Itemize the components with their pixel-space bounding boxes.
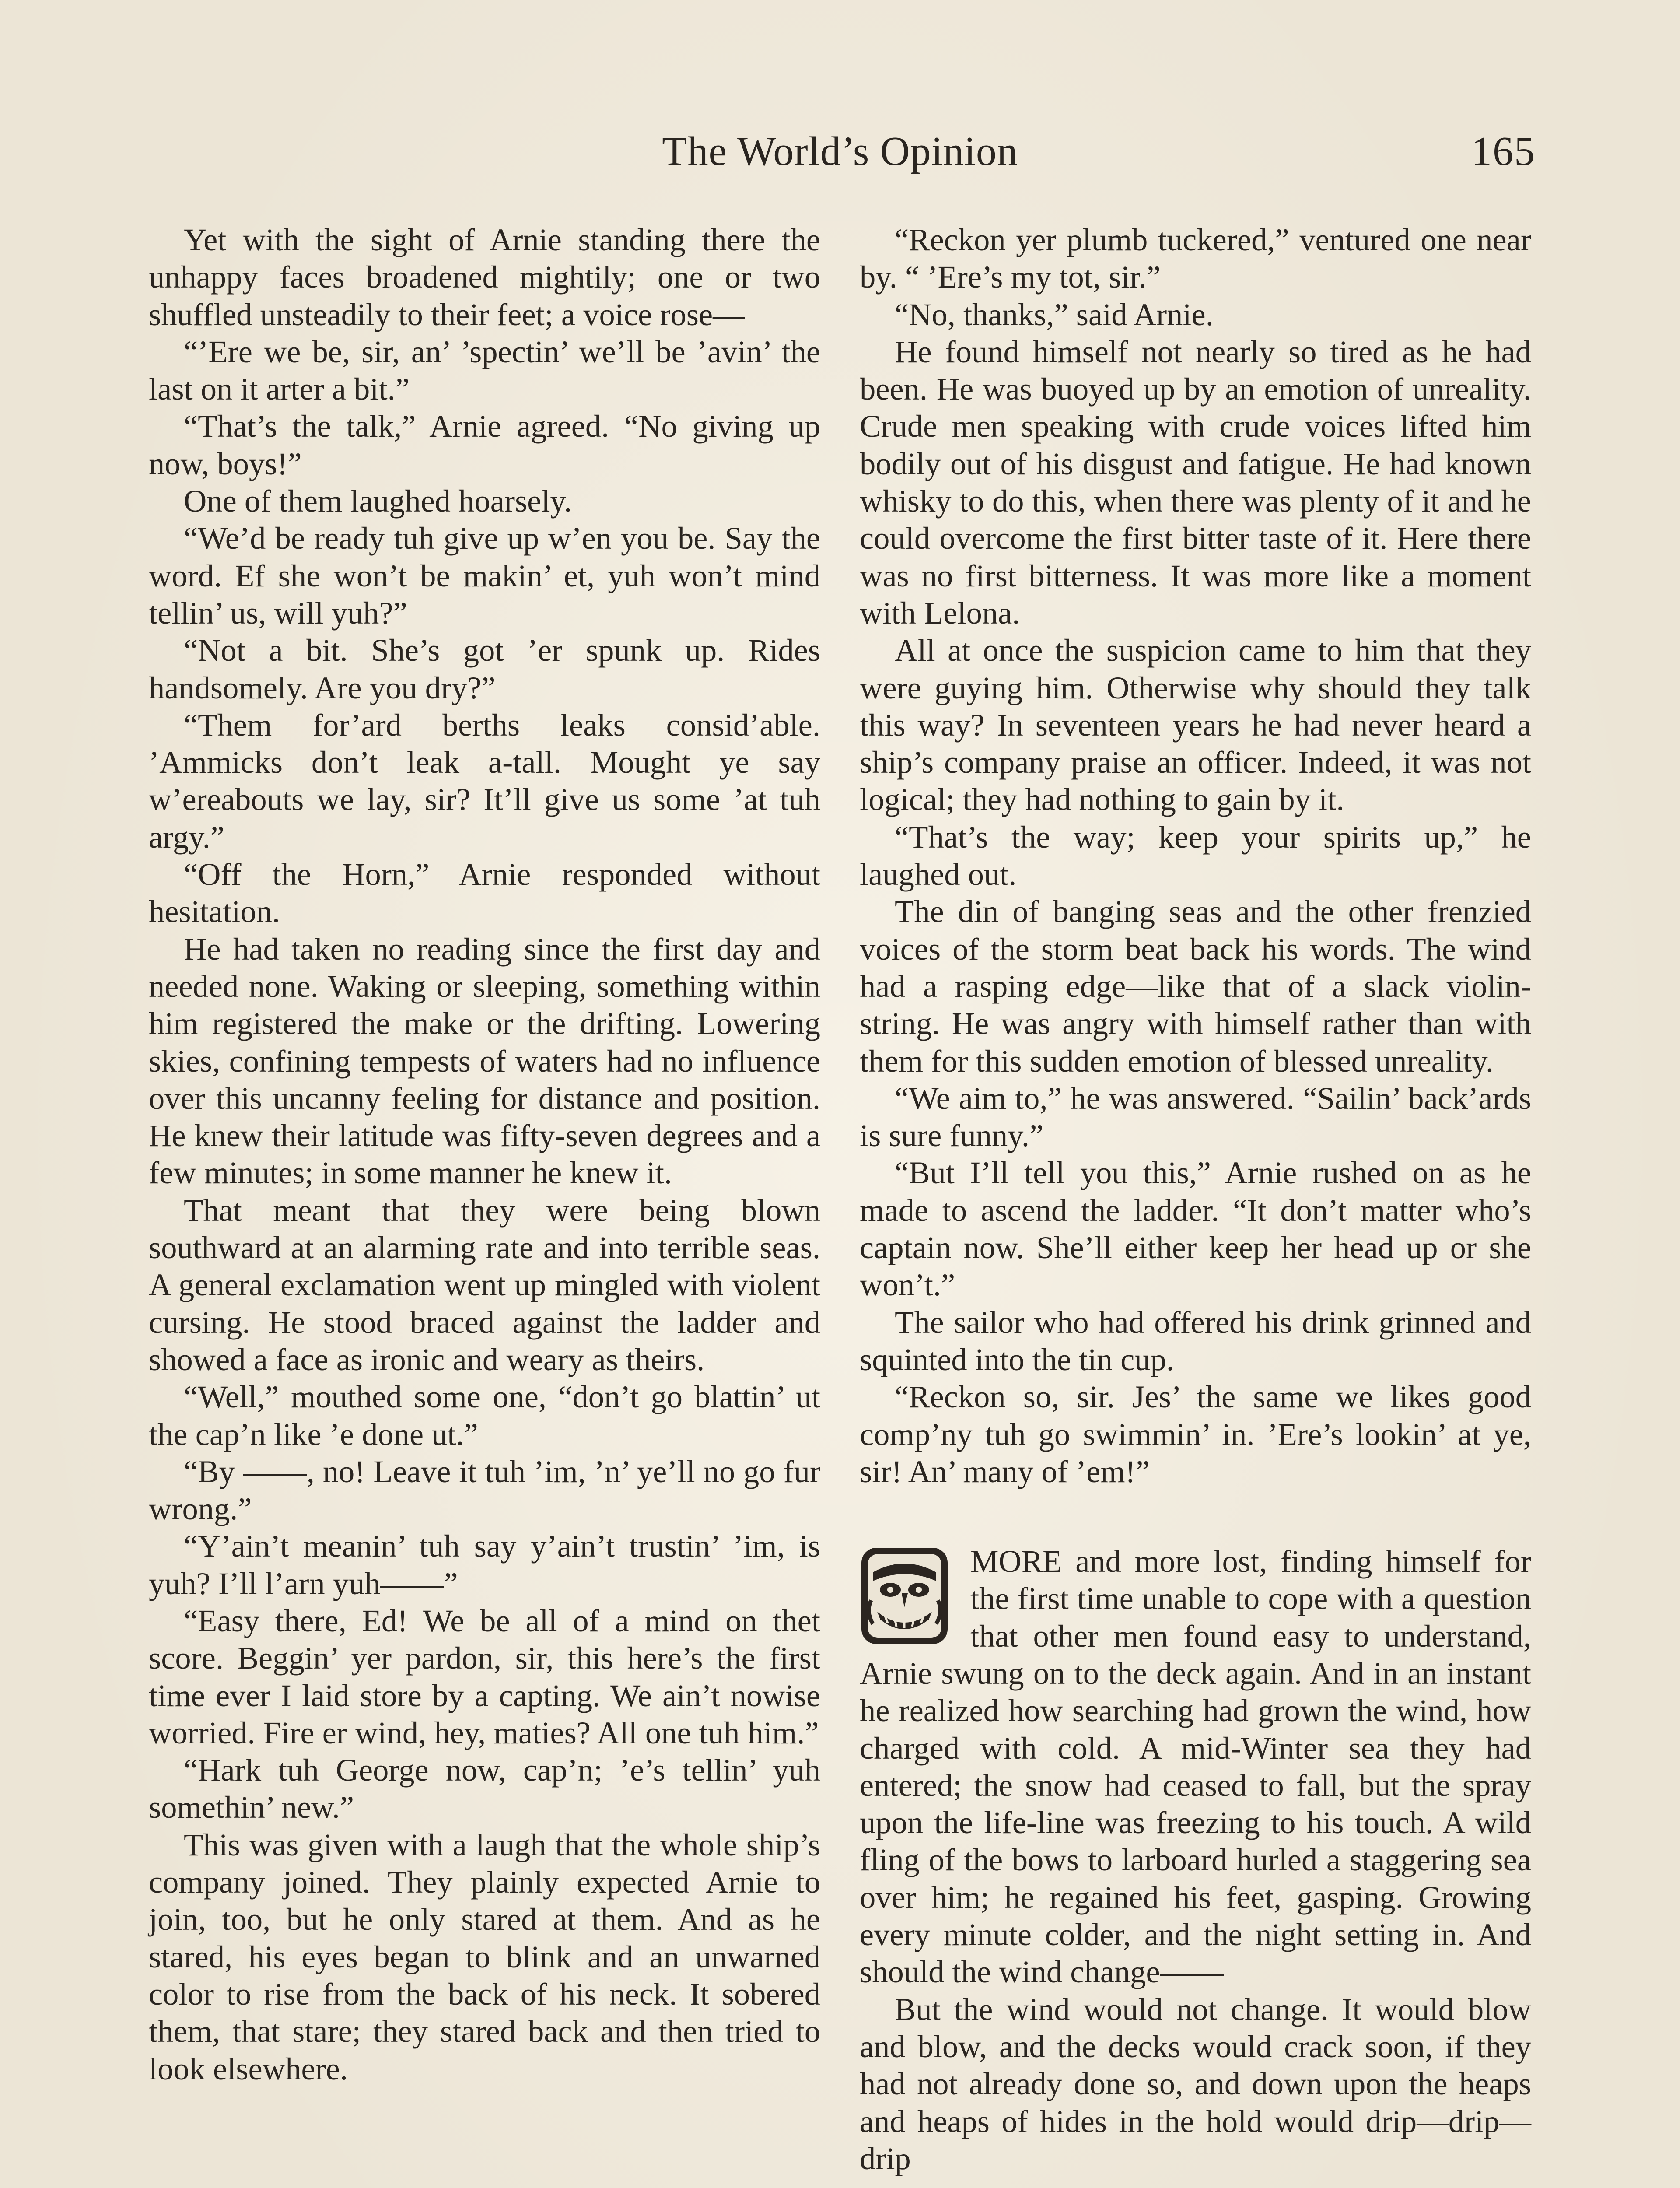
right-column [860, 221, 1531, 2177]
paragraph: “We’d be ready tuh give up w’en you be. Say the word. Ef she won’t be makin’ et, yuh won’t mind tellin’ us, will yuh?” [149, 520, 820, 631]
page-number: 165 [1471, 129, 1536, 174]
section-break [860, 1543, 1531, 1991]
paragraph: “’Ere we be, sir, an’ ’spectin’ we’ll be ’avin’ the last on it arter a bit.” [149, 333, 820, 407]
paragraph: Yet with the sight of Arnie standing there the unhappy faces broadened mightily; one or two shuffled unsteadily to their feet; a voice rose— [149, 222, 820, 332]
paragraph: “Reckon so, sir. Jes’ the same we likes good comp’ny tuh go swimmin’ in. ’Ere’s lookin’ at ye, sir! An’ many of ’em!” [860, 1379, 1531, 1489]
paragraph: “Easy there, Ed! We be all of a mind on thet score. Beggin’ yer pardon, sir, this here’s the first time ever I laid store by a capting. We ain’t nowise worried. Fire er wind, hey, maties? All one tuh him.” [149, 1602, 820, 1750]
paragraph: “But I’ll tell you this,” Arnie rushed on as he made to ascend the ladder. “It don’t matter who’s captain now. She’ll either keep her head up or she won’t.” [860, 1155, 1531, 1303]
paragraph: All at once the suspicion came to him that they were guying him. Otherwise why should they talk this way? In seventeen years he had never heard a ship’s company praise an officer. Indeed, it was not logical; they had nothing to gain by it. [860, 632, 1531, 817]
paragraph: “That’s the way; keep your spirits up,” he laughed out. [860, 819, 1531, 892]
paragraph: “Them for’ard berths leaks consid’able. ’Ammicks don’t leak a-tall. Mought ye say w’ereabouts we lay, sir? It’ll give us some ’at tuh argy.” [149, 707, 820, 855]
paragraph: One of them laughed hoarsely. [184, 483, 572, 519]
paragraph: “No, thanks,” said Arnie. [895, 296, 1214, 332]
paragraph: “Well,” mouthed some one, “don’t go blattin’ ut the cap’n like ’e done ut.” [149, 1379, 820, 1452]
left-column [149, 221, 820, 2087]
paragraph: “Not a bit. She’s got ’er spunk up. Rides handsomely. Are you dry?” [149, 632, 820, 705]
paragraph: “Reckon yer plumb tuckered,” ventured one near by. “ ’Ere’s my tot, sir.” [860, 222, 1531, 295]
paragraph: This was given with a laugh that the whole ship’s company joined. They plainly expected Arnie to join, too, but he only stared at them. And as he stared, his eyes began to blink and an unwarned color to rise from the back of his neck. It sobered them, that stare; they stared back and then tried to look elsewhere. [149, 1827, 820, 2086]
paragraph: “By ——, no! Leave it tuh ’im, ’n’ ye’ll no go fur wrong.” [149, 1453, 820, 1527]
paragraph: The sailor who had offered his drink grinned and squinted into the tin cup. [860, 1304, 1531, 1377]
running-title: The World’s Opinion [662, 129, 1018, 174]
paragraph: “We aim to,” he was answered. “Sailin’ back’ards is sure funny.” [860, 1080, 1531, 1154]
totem-face-icon [860, 1546, 949, 1646]
paragraph: “Y’ain’t meanin’ tuh say y’ain’t trustin’ ’im, is yuh? I’ll l’arn yuh——” [149, 1528, 820, 1601]
paragraph: “Off the Horn,” Arnie responded without hesitation. [149, 856, 820, 929]
paragraph: The din of banging seas and the other frenzied voices of the storm beat back his words. The wind had a rasping edge—like that of a slack violin-string. He was angry with himself rather than with them for this sudden emotion of blessed unreality. [860, 894, 1531, 1079]
paragraph: “Hark tuh George now, cap’n; ’e’s tellin’ yuh somethin’ new.” [149, 1752, 820, 1825]
section-opening-paragraph: MORE and more lost, finding himself for the first time unable to cope with a question that other men found easy to understand, Arnie swung on to the deck again. And in an instant he realized how searching had grown the wind, how charged with cold. A mid-Winter sea they had entered; the snow had ceased to fall, but the spray upon the life-line was freezing to his touch. A wild fling of the bows to larboard hurled a staggering sea over him; he regained his feet, gasping. Growing every minute colder, and the night setting in. And should the wind change—— [860, 1543, 1531, 1990]
paragraph: “That’s the talk,” Arnie agreed. “No giving up now, boys!” [149, 408, 820, 481]
paragraph: But the wind would not change. It would blow and blow, and the decks would crack soon, if they had not already done so, and down upon the heaps and heaps of hides in the hold would drip—drip—drip [860, 1991, 1531, 2176]
paragraph: He had taken no reading since the first day and needed none. Waking or sleeping, something within him registered the make or the drifting. Lowering skies, confining tempests of waters had no influence over this uncanny feeling for distance and position. He knew their latitude was fifty-seven degrees and a few minutes; in some manner he knew it. [149, 931, 820, 1191]
paragraph: He found himself not nearly so tired as he had been. He was buoyed up by an emotion of unreality. Crude men speaking with crude voices lifted him bodily out of his disgust and fatigue. He had known whisky to do this, when there was plenty of it and he could overcome the first bitter taste of it. Here there was no first bitterness. It was more like a moment with Lelona. [860, 333, 1531, 631]
paragraph: That meant that they were being blown southward at an alarming rate and into terrible seas. A general exclamation went up mingled with violent cursing. He stood braced against the ladder and showed a face as ironic and weary as theirs. [149, 1192, 820, 1377]
